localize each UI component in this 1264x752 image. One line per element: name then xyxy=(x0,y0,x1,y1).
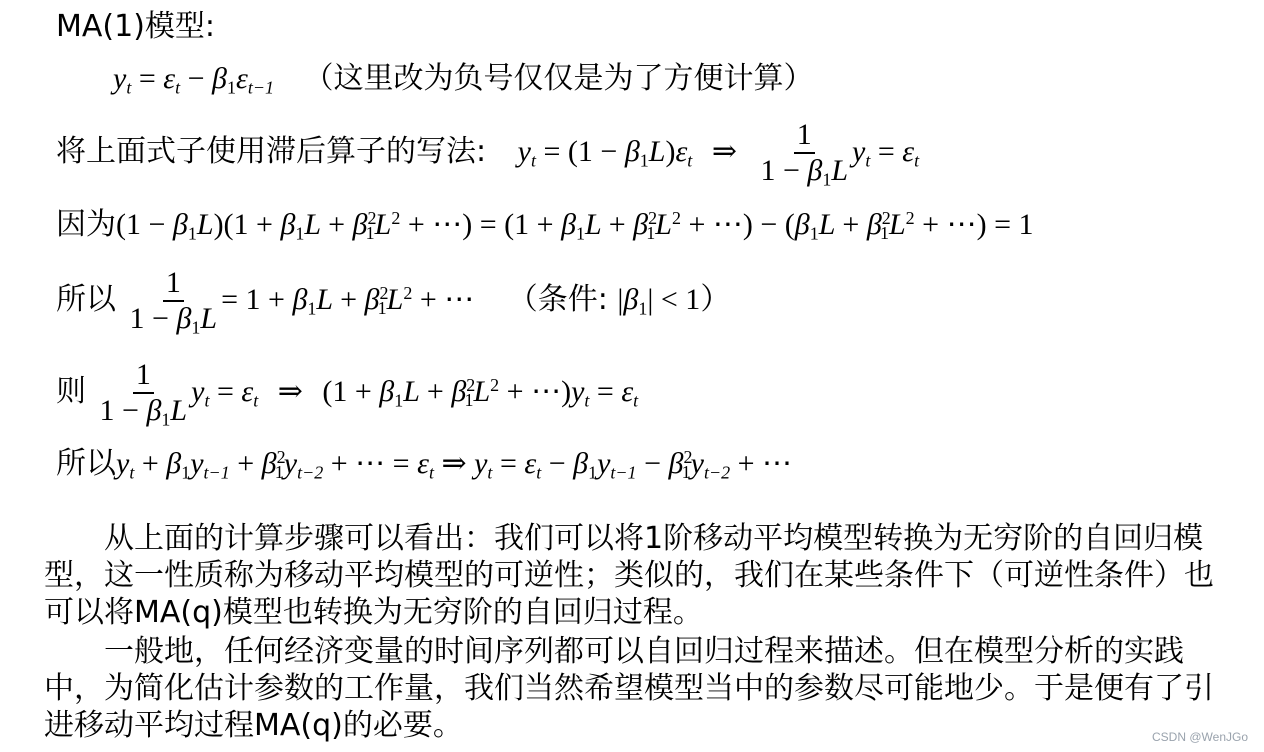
because-line: 因为$(1 - \beta_1L)(1 + \beta_1L + \beta^2_1L^2$ + ⋯) = ($1 + \beta_1L + \beta^2_1L^2$ + ⋯) − ($\beta_1L + \beta^2_1L^2$ + ⋯) = 1 xyxy=(56,206,1034,244)
then-label: 则 xyxy=(56,374,86,410)
condition-label: （条件: xyxy=(507,282,608,318)
lag-operator-line: 将上面式子使用滞后算子的写法: $y_t = (1 - \beta_1L)\varepsilon_t$ ⇒ $\frac{1}{1 - \beta_1L}$ $y_t = \varepsilon_t$ xyxy=(56,118,920,190)
because-label: 因为 xyxy=(56,206,116,242)
note-negative-sign: （这里改为负号仅仅是为了方便计算） xyxy=(303,61,814,96)
watermark: CSDN @WenJGo xyxy=(1152,730,1248,744)
equation-ma1: $y_t = \varepsilon_t - \beta_1\varepsilon_{t-1}$ （这里改为负号仅仅是为了方便计算） xyxy=(113,61,814,98)
paragraph-invertibility xyxy=(44,520,1214,631)
then-line: 则 $\frac{1}{1 - \beta_1L}$ $y_t = \varepsilon_t$ ⇒ ($1 + \beta_1L + \beta^2_1L^2$ + $\cdots)y_t = \varepsilon_t$ xyxy=(56,358,639,430)
so2-line: 所以$y_t + \beta_1y_{t-1} + \beta^2_1y_{t-2}$ + ⋯ = $\varepsilon_t$ ⇒ $y_t = \varepsilon_t - \beta_1y_{t-1} - \beta^2_1y_{t-2}$ + ⋯ xyxy=(56,445,793,483)
paragraph-invertibility-text: 从上面的计算步骤可以看出：我们可以将1阶移动平均模型转换为无穷阶的自回归模型，这一性质称为移动平均模型的可逆性；类似的，我们在某些条件下（可逆性条件）也可以将MA(q)模型也转换为无穷阶的自回归过程。 xyxy=(44,521,1214,630)
so-label: 所以 xyxy=(56,282,116,318)
so-line: 所以 $\frac{1}{1 - \beta_1L}$ = $1 + \beta_1L + \beta^2_1L^2$ + ⋯ （条件: $|\beta_1| < 1$） xyxy=(56,266,731,338)
paragraph-motivation-text: 一般地，任何经济变量的时间序列都可以自回归过程来描述。但在模型分析的实践中，为简化估计参数的工作量，我们当然希望模型当中的参数尽可能地少。于是便有了引进移动平均过程MA(q)的必要。 xyxy=(44,634,1214,743)
title: MA(1)模型: xyxy=(56,9,216,44)
so2-label: 所以 xyxy=(56,445,116,481)
paragraph-motivation xyxy=(44,633,1214,744)
lag-intro-text: 将上面式子使用滞后算子的写法: xyxy=(56,134,487,170)
